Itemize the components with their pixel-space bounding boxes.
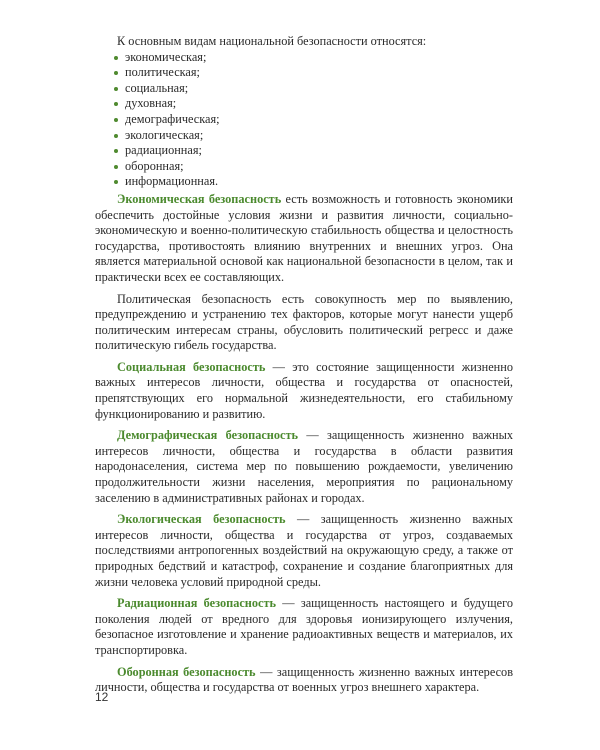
list-item: информационная. bbox=[95, 174, 513, 190]
page-body bbox=[95, 34, 513, 696]
bullet-icon bbox=[114, 118, 118, 122]
bullet-icon bbox=[114, 71, 118, 75]
paragraph-radiation: Радиационная безопасность — защищенность настоящего и будущего поколения людей от вредного для здоровья ионизирующего излучения, безопасное изготовление и хранение радиоактивных веществ и материалов, их транспортировка. bbox=[95, 596, 513, 657]
term-economic: Экономическая безопасность bbox=[117, 191, 282, 206]
bullet-icon bbox=[114, 134, 118, 138]
bullet-icon bbox=[114, 87, 118, 91]
kinds-list bbox=[95, 50, 513, 190]
bullet-icon bbox=[114, 180, 118, 184]
paragraph-demographic: Демографическая безопасность — защищенность жизненно важных интересов личности, общества и государства в области развития народонаселения, система мер по повышению рождаемости, увеличению продолжительности жизни населения, мероприятия по рациональному заселению в административных районах и городах. bbox=[95, 428, 513, 505]
page-number: 12 bbox=[95, 690, 109, 704]
bullet-icon bbox=[114, 165, 118, 169]
list-item: оборонная; bbox=[95, 159, 513, 175]
paragraph-social: Социальная безопасность — это состояние защищенности жизненно важных интересов личности, общества и государства от опасностей, препятствующих его нормальной жизнедеятельности, его стабильному функционированию и развитию. bbox=[95, 359, 513, 421]
term-radiation: Радиационная безопасность bbox=[117, 596, 277, 611]
list-item: демографическая; bbox=[95, 112, 513, 128]
list-item: духовная; bbox=[95, 96, 513, 112]
bullet-icon bbox=[114, 56, 118, 60]
intro-line: К основным видам национальной безопасности относятся: bbox=[117, 34, 427, 48]
paragraph-economic: Экономическая безопасность есть возможность и готовность экономики обеспечить достойные условия жизни и развития личности, социально-экономическую и военно-политическую стабильность общества и целостность государства, противостоять влиянию внутренних и внешних угроз. Она является материальной основой как национальной безопасности в целом, так и практически всех ее составляющих. bbox=[95, 191, 513, 284]
bullet-icon bbox=[114, 102, 118, 106]
list-item: экономическая; bbox=[95, 50, 513, 66]
term-demographic: Демографическая безопасность bbox=[117, 428, 299, 443]
term-social: Социальная безопасность bbox=[117, 359, 266, 374]
list-item: политическая; bbox=[95, 65, 513, 81]
list-item: социальная; bbox=[95, 81, 513, 97]
paragraph-defense: Оборонная безопасность — защищенность жизненно важных интересов личности, общества и государства от военных угроз внешнего характера. bbox=[95, 664, 513, 695]
list-item: радиационная; bbox=[95, 143, 513, 159]
paragraph-ecological: Экологическая безопасность — защищенность жизненно важных интересов личности, общества и государства от угроз, создаваемых последствиями антропогенных воздействий на окружающую среду, а также от природных бедствий и катастроф, сохранение и создание благоприятных для жизни человека условий природной среды. bbox=[95, 512, 513, 589]
bullet-icon bbox=[114, 149, 118, 153]
list-item: экологическая; bbox=[95, 128, 513, 144]
term-defense: Оборонная безопасность bbox=[117, 664, 256, 679]
paragraph-political: Политическая безопасность есть совокупность мер по выявлению, предупреждению и устранению тех факторов, которые могут нанести ущерб политическим интересам страны, обусловить политический регресс и даже политическую гибель государства. bbox=[95, 291, 513, 353]
term-ecological: Экологическая безопасность bbox=[117, 512, 286, 527]
